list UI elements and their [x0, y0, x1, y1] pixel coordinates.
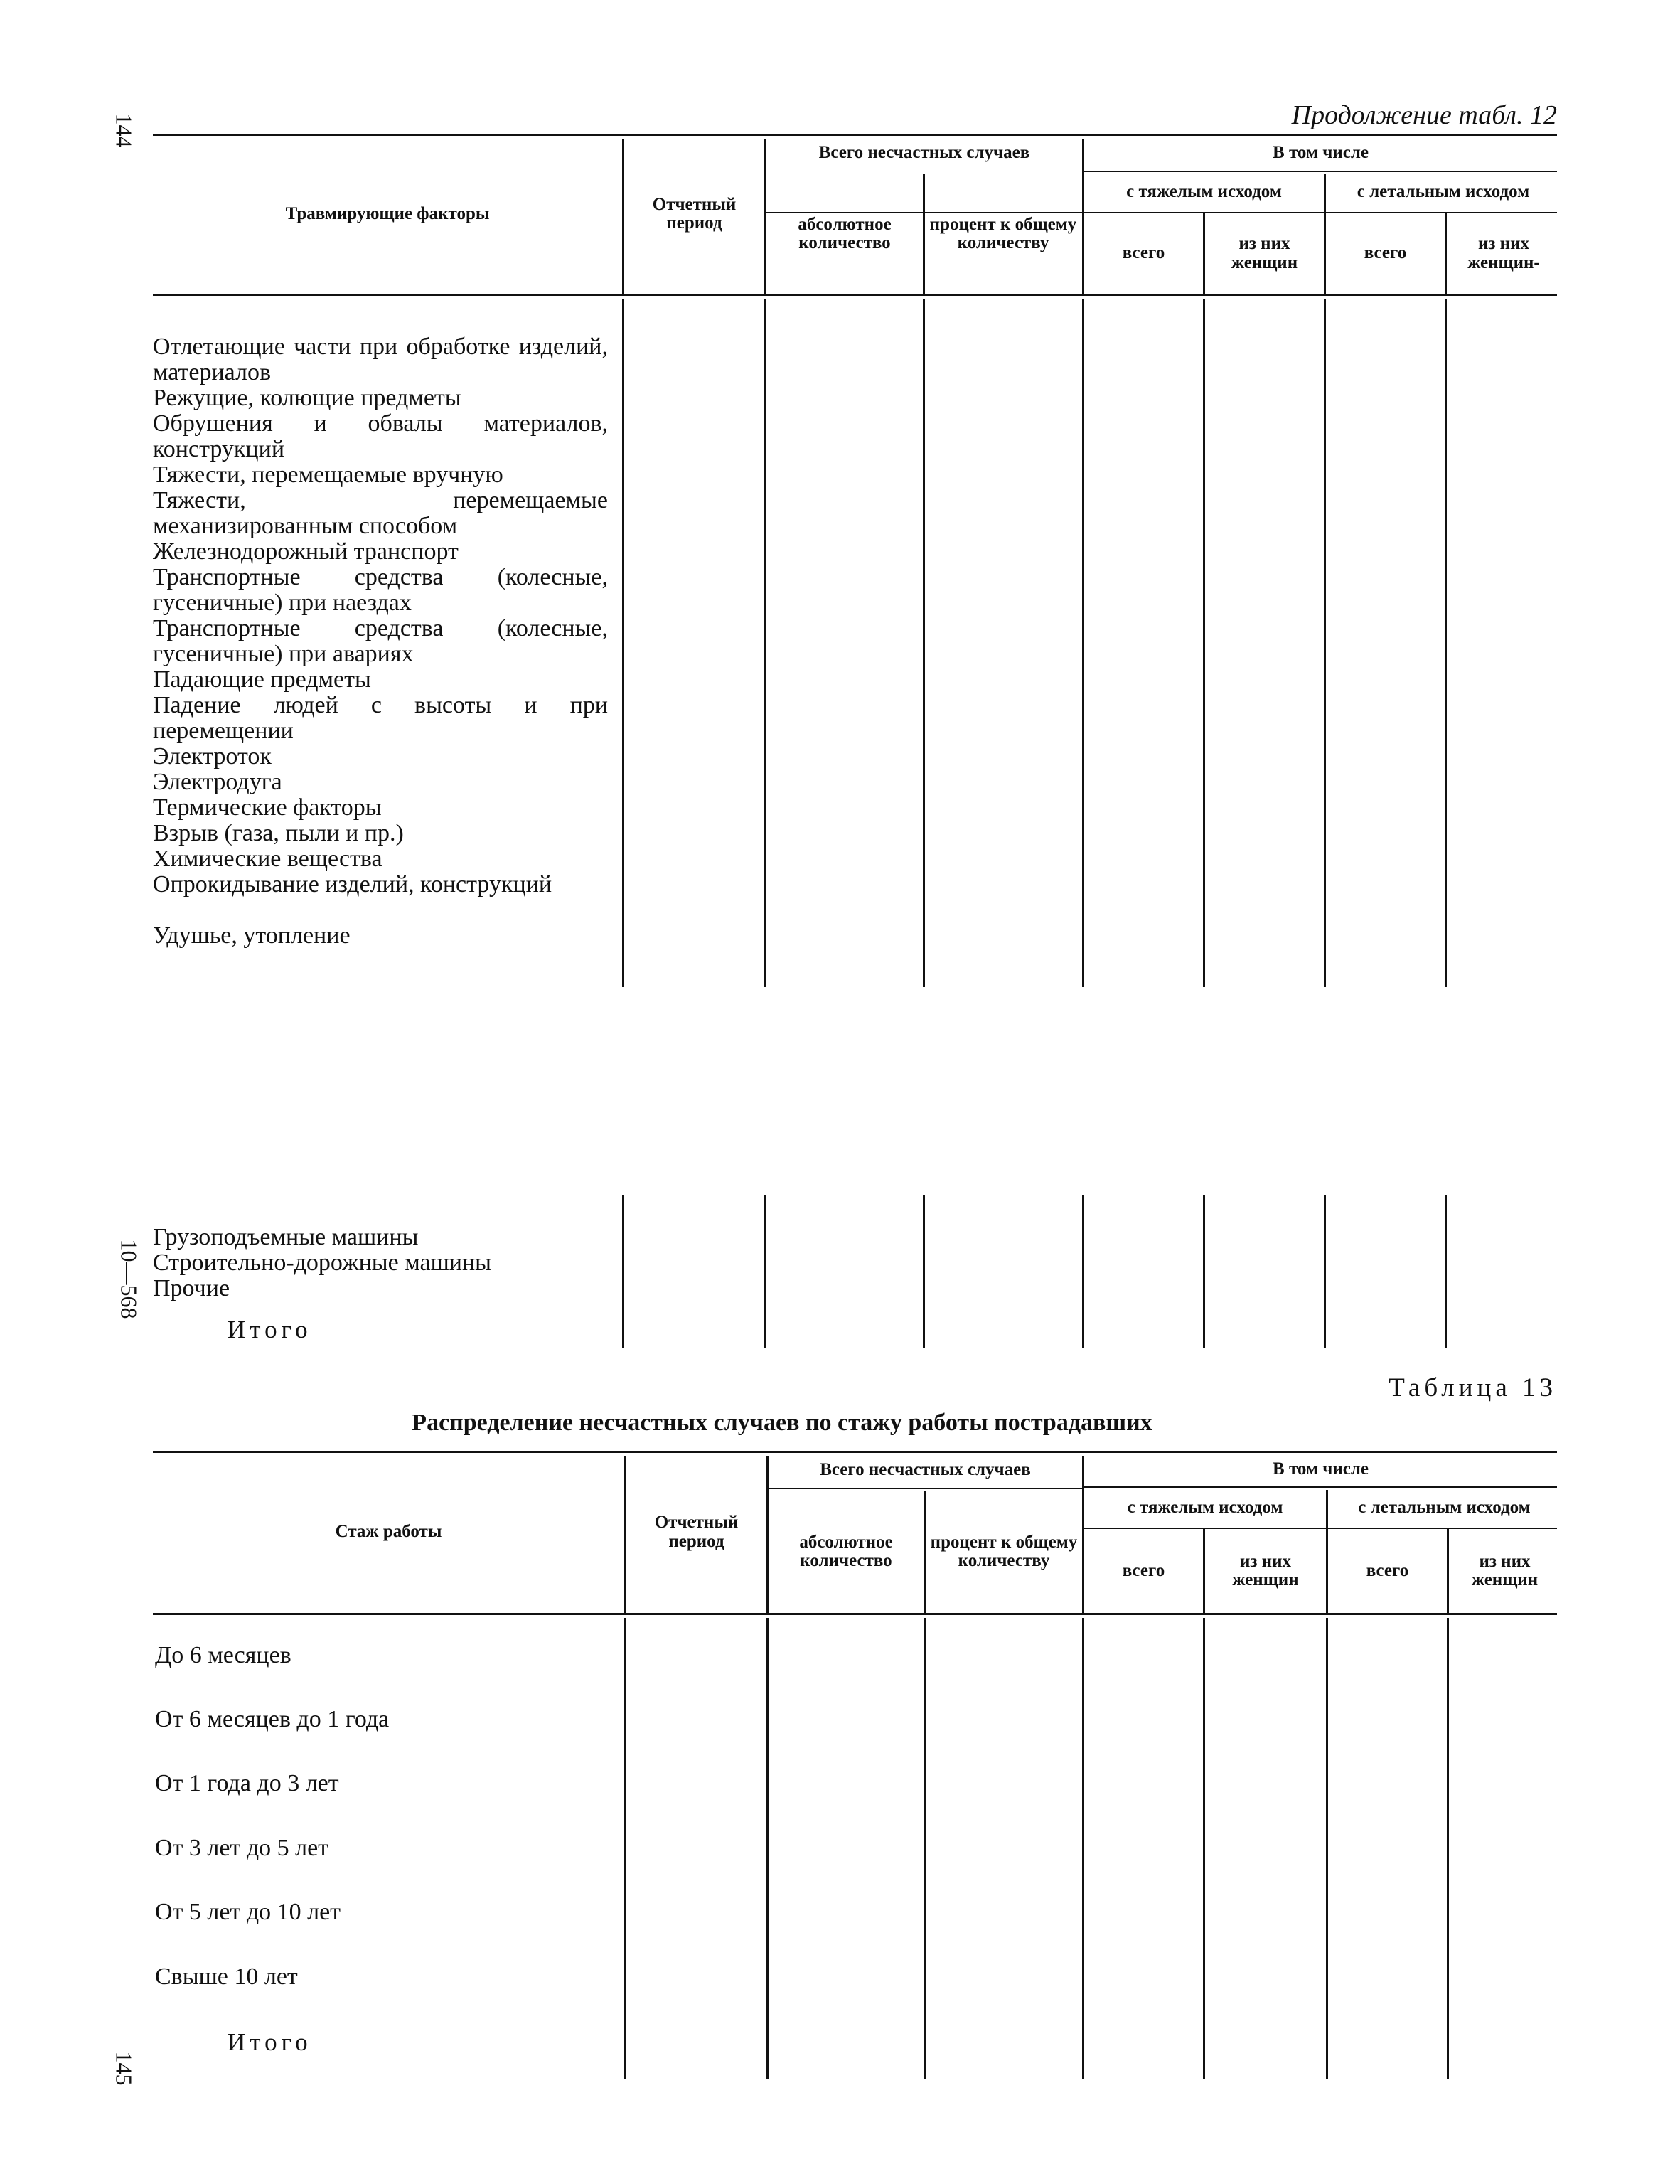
table13-title: Распределение несчастных случаев по стажу работы пострадавших — [412, 1410, 1152, 1436]
table-row: От 6 месяцев до 1 года — [155, 1706, 390, 1732]
t13-total-row: Итого — [228, 2028, 312, 2056]
t13-vline — [1082, 1618, 1084, 2079]
t13-vline — [1326, 1618, 1328, 2079]
t13-header-fatal: с летальным исходом — [1358, 1497, 1531, 1517]
t12-header-percent: процент к общему количеству — [929, 214, 1077, 252]
t13-header-severe-all: всего — [1122, 1560, 1165, 1580]
table-row: Падение людей с высоты и при перемещении — [153, 692, 608, 744]
t12-vline — [1324, 1195, 1326, 1348]
t12-vline — [923, 174, 925, 294]
table-row: Свыше 10 лет — [155, 1964, 298, 1990]
t12-vline — [622, 1195, 624, 1348]
table-row: Химические вещества — [153, 846, 382, 872]
table-row: Отлетающие части при обработке изделий, материалов — [153, 334, 608, 385]
page-number-bottom: 145 — [111, 2051, 137, 2086]
table-row: Тяжести, перемещаемые вручную — [153, 462, 503, 488]
t12-vline — [923, 299, 925, 987]
t12-header-absolute: абсолютное количество — [798, 214, 892, 252]
t12-vline — [1324, 299, 1326, 987]
t12-header-including: В том числе — [1273, 142, 1369, 162]
table-row: От 3 лет до 5 лет — [155, 1835, 329, 1861]
t12-total-row: Итого — [228, 1316, 312, 1343]
t13-header-absolute: абсолютное количество — [799, 1532, 893, 1570]
table-row: Электроток — [153, 743, 272, 769]
table-row: Железнодорожный транспорт — [153, 538, 459, 565]
table-row: Электродуга — [153, 769, 282, 795]
table13-number: Таблица 13 — [1389, 1373, 1557, 1402]
table-row: Строительно-дорожные машины — [153, 1250, 491, 1276]
t13-header-bottom-rule — [153, 1613, 1557, 1615]
table-row: Тяжести, перемещаемые механизированным способом — [153, 487, 608, 539]
table-row: Транспортные средства (колесные, гусеничные) при авариях — [153, 615, 608, 667]
t13-header-including: В том числе — [1273, 1459, 1369, 1479]
t12-vline — [1445, 299, 1447, 987]
t12-header-severe-all: всего — [1122, 243, 1165, 263]
t12-header-fatal-all: всего — [1364, 243, 1407, 263]
t13-header-period: Отчетный период — [654, 1513, 739, 1551]
table-row: Транспортные средства (колесные, гусеничные) при наездах — [153, 564, 608, 616]
t13-vline — [766, 1618, 769, 2079]
t13-header-percent: процент к общему количеству — [930, 1532, 1078, 1570]
t12-header-period: Отчетный период — [652, 194, 737, 233]
table-row: Термические факторы — [153, 794, 382, 821]
t12-header-bottom-rule — [153, 294, 1557, 296]
page-number-top: 144 — [111, 113, 137, 148]
t12-vline — [764, 299, 766, 987]
t12-header-total-cases: Всего несчастных случаев — [818, 142, 1030, 162]
t12-vline — [1445, 1195, 1447, 1348]
side-code: 10—568 — [116, 1239, 142, 1319]
t12-vline — [923, 1195, 925, 1348]
t12-header-factors: Травмирующие факторы — [285, 203, 490, 223]
t12-header-severe: с тяжелым исходом — [1126, 181, 1282, 201]
table-row: От 5 лет до 10 лет — [155, 1899, 341, 1925]
table-row: Режущие, колющие предметы — [153, 385, 461, 411]
t12-header-fatal-women: из них женщин- — [1467, 234, 1540, 272]
t13-vline — [924, 1618, 926, 2079]
t13-header-fatal-all: всего — [1366, 1560, 1409, 1580]
t12-vline — [622, 299, 624, 987]
t13-header-severe-women: из них женщин — [1232, 1551, 1299, 1589]
table-row: Взрыв (газа, пыли и пр.) — [153, 820, 404, 846]
t13-vline — [924, 1491, 926, 1613]
table-row: Удушье, утопление — [153, 922, 351, 949]
t13-header-experience: Стаж работы — [335, 1522, 442, 1542]
table-row: Падающие предметы — [153, 666, 371, 693]
t13-vline — [1447, 1618, 1449, 2079]
t13-header-fatal-women: из них женщин — [1471, 1551, 1539, 1589]
table-row: Грузоподъемные машины — [153, 1224, 419, 1250]
table-row: Опрокидывание изделий, конструкций — [153, 871, 552, 897]
t12-header-severe-women: из них женщин — [1231, 234, 1298, 272]
table-row: От 1 года до 3 лет — [155, 1770, 339, 1796]
t12-vline — [1203, 299, 1205, 987]
table-row: Обрушения и обвалы материалов, конструкций — [153, 410, 608, 462]
t12-vline — [1082, 1195, 1084, 1348]
continuation-caption: Продолжение табл. 12 — [1291, 100, 1557, 130]
t13-vline — [1203, 1618, 1205, 2079]
t12-vline — [764, 1195, 766, 1348]
t13-header-total-cases: Всего несчастных случаев — [820, 1459, 1031, 1479]
table-row: До 6 месяцев — [155, 1642, 291, 1668]
t13-vline — [624, 1618, 626, 2079]
t13-header-severe: с тяжелым исходом — [1127, 1497, 1283, 1517]
t12-header-fatal: с летальным исходом — [1357, 181, 1530, 201]
t12-vline — [1203, 1195, 1205, 1348]
table-row: Прочие — [153, 1275, 230, 1301]
t13-rule-total-cases — [766, 1488, 1082, 1489]
t12-vline — [1082, 299, 1084, 987]
